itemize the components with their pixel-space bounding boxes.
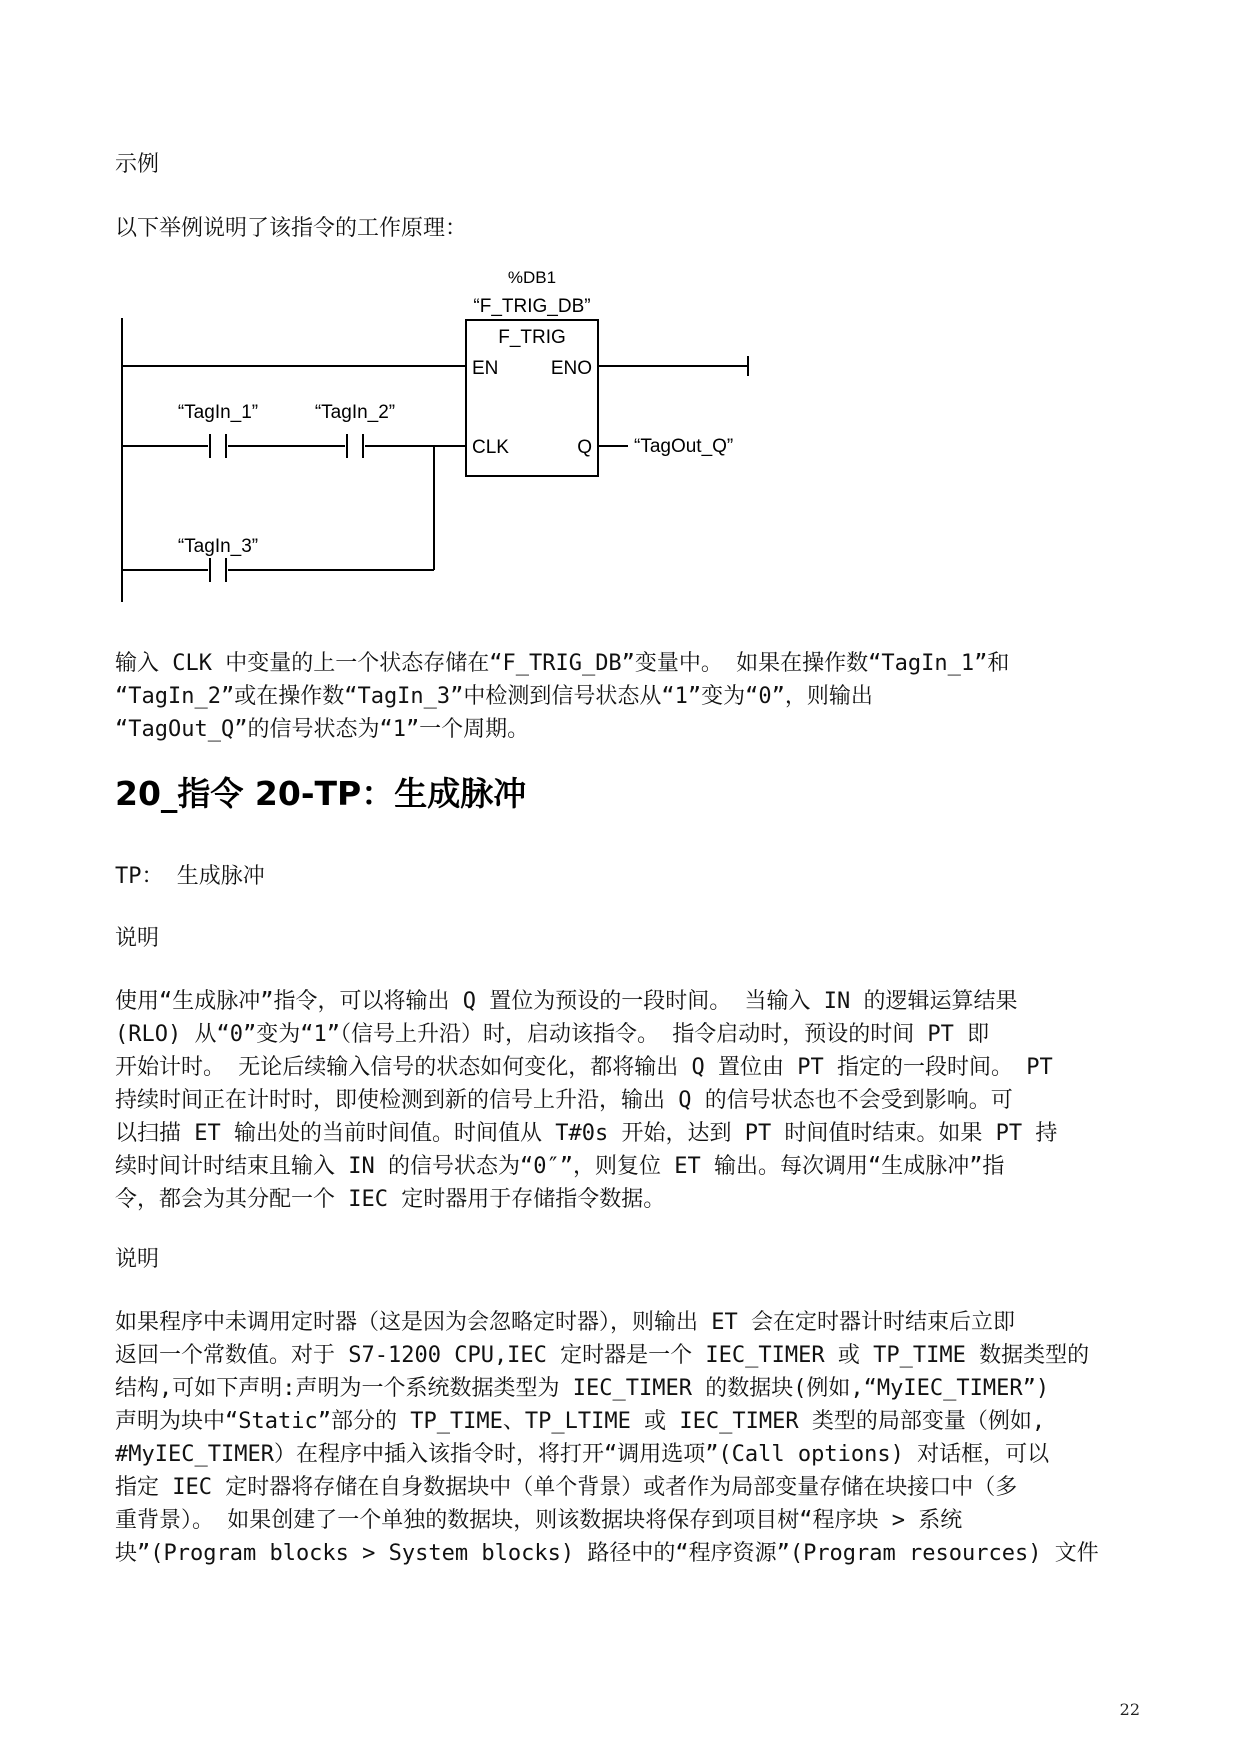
example-label: 示例 bbox=[115, 152, 160, 177]
pin-eno: ENO bbox=[550, 358, 592, 379]
explain-line-2: “TagIn_2”或在操作数“TagIn_3”中检测到信号状态从“1”变为“0”，则输出 bbox=[115, 684, 873, 709]
ladder-diagram bbox=[0, 0, 1240, 640]
contact-tagin1 bbox=[210, 434, 226, 458]
para1-line-1: 使用“生成脉冲”指令，可以将输出 Q 置位为预设的一段时间。 当输入 IN 的逻辑运算结果 bbox=[115, 989, 1018, 1014]
tag-out-label: “TagOut_Q” bbox=[634, 436, 734, 457]
contact-tagin3 bbox=[210, 558, 226, 582]
explain-line-1: 输入 CLK 中变量的上一个状态存储在“F_TRIG_DB”变量中。 如果在操作数“TagIn_1”和 bbox=[115, 651, 1010, 676]
para2-line-4: 声明为块中“Static”部分的 TP_TIME、TP_LTIME 或 IEC_TIMER 类型的局部变量（例如, bbox=[115, 1409, 1046, 1434]
explain-line-3: “TagOut_Q”的信号状态为“1”一个周期。 bbox=[115, 717, 530, 742]
para1-line-3: 开始计时。 无论后续输入信号的状态如何变化，都将输出 Q 置位由 PT 指定的一段时间。 PT bbox=[115, 1055, 1053, 1080]
para1-line-7: 令，都会为其分配一个 IEC 定时器用于存储指令数据。 bbox=[115, 1187, 666, 1212]
pin-clk: CLK bbox=[472, 437, 509, 458]
intro-line: 以下举例说明了该指令的工作原理： bbox=[115, 216, 468, 241]
block-type: F_TRIG bbox=[498, 327, 566, 348]
para2-line-5: #MyIEC_TIMER）在程序中插入该指令时，将打开“调用选项”(Call options) 对话框，可以 bbox=[115, 1442, 1050, 1467]
contact-tagin2 bbox=[347, 434, 363, 458]
pin-en: EN bbox=[472, 358, 499, 379]
para2-line-1: 如果程序中未调用定时器（这是因为会忽略定时器），则输出 ET 会在定时器计时结束后立即 bbox=[115, 1310, 1015, 1335]
description-label-2: 说明 bbox=[115, 1247, 160, 1272]
para2-line-7: 重背景）。 如果创建了一个单独的数据块，则该数据块将保存到项目树“程序块 > 系统 bbox=[115, 1508, 963, 1533]
para1-line-4: 持续时间正在计时时，即使检测到新的信号上升沿，输出 Q 的信号状态也不会受到影响。可 bbox=[115, 1088, 1013, 1113]
tag-in1-label: “TagIn_1” bbox=[177, 402, 259, 423]
para2-line-2: 返回一个常数值。对于 S7-1200 CPU,IEC 定时器是一个 IEC_TIMER 或 TP_TIME 数据类型的 bbox=[115, 1343, 1090, 1368]
tag-in2-label: “TagIn_2” bbox=[314, 402, 396, 423]
page-number: 22 bbox=[1119, 1700, 1140, 1719]
description-label-1: 说明 bbox=[115, 926, 160, 951]
para1-line-6: 续时间计时结束且输入 IN 的信号状态为“0″”，则复位 ET 输出。每次调用“生成脉冲”指 bbox=[115, 1154, 1005, 1179]
para2-line-6: 指定 IEC 定时器将存储在自身数据块中（单个背景）或者作为局部变量存储在块接口中（多 bbox=[115, 1475, 1018, 1500]
para2-line-8: 块”(Program blocks > System blocks) 路径中的“程序资源”(Program resources) 文件 bbox=[115, 1541, 1099, 1566]
db-id: %DB1 bbox=[507, 268, 557, 287]
tp-line: TP： 生成脉冲 bbox=[115, 864, 265, 889]
para1-line-5: 以扫描 ET 输出处的当前时间值。时间值从 T#0s 开始，达到 PT 时间值时结束。如果 PT 持 bbox=[115, 1121, 1058, 1146]
para1-line-2: (RLO) 从“0”变为“1”（信号上升沿）时，启动该指令。 指令启动时，预设的时间 PT 即 bbox=[115, 1022, 990, 1047]
db-name: “F_TRIG_DB” bbox=[473, 296, 591, 317]
tag-in3-label: “TagIn_3” bbox=[177, 536, 259, 557]
pin-q: Q bbox=[577, 437, 592, 458]
section-heading: 20_指令 20-TP：生成脉冲 bbox=[115, 774, 527, 813]
para2-line-3: 结构,可如下声明:声明为一个系统数据类型为 IEC_TIMER 的数据块(例如,“MyIEC_TIMER”) bbox=[115, 1376, 1050, 1401]
